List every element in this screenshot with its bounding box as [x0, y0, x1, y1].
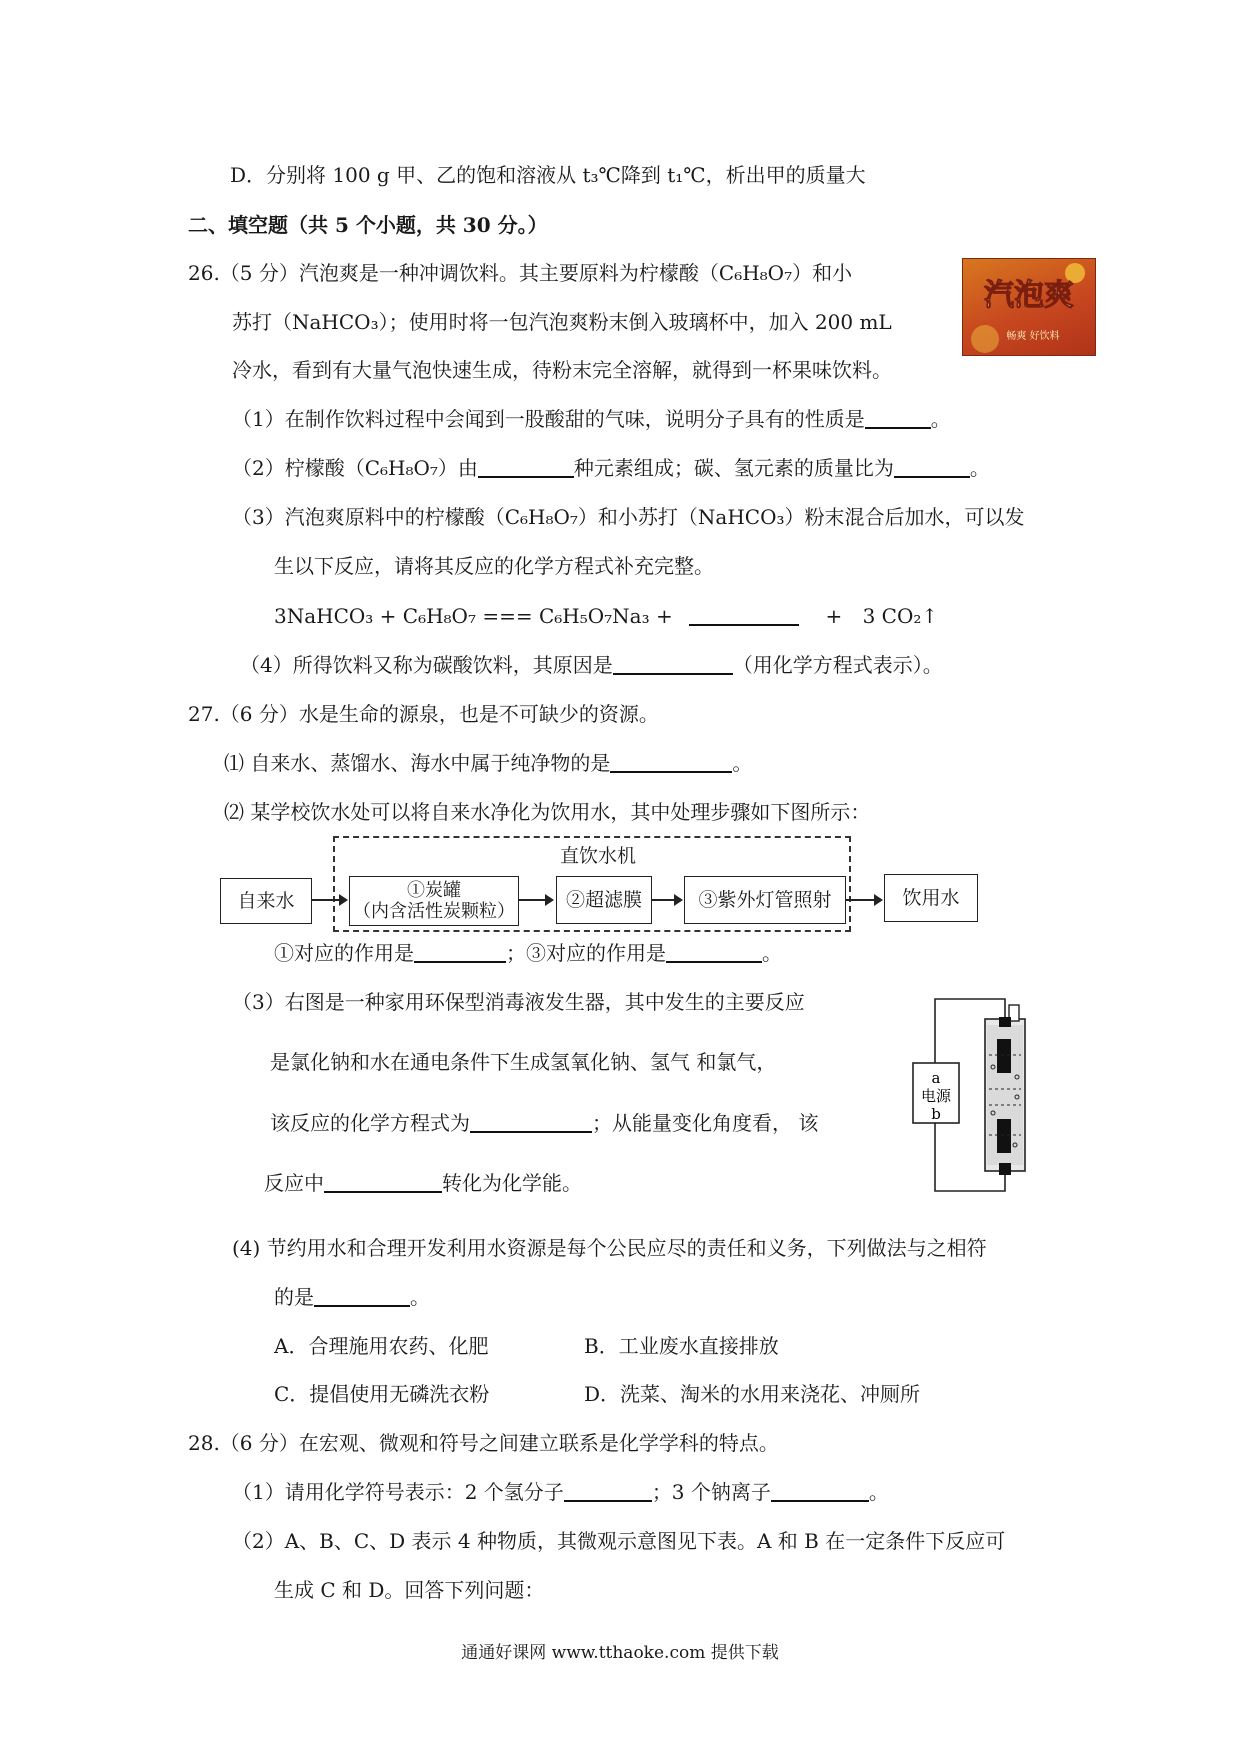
arrow-icon: [518, 899, 552, 901]
q27-part-4-line-2: [274, 1284, 430, 1310]
flow-source-box: 自来水: [220, 878, 312, 924]
q27-part-3-line-2: 是氯化钠和水在通电条件下生成氢氧化钠、氢气 和氯气，: [270, 1050, 777, 1074]
page-footer: 通通好课网 www.tthaoke.com 提供下载: [461, 1643, 779, 1663]
equation-plus: +: [825, 604, 843, 628]
answer-blank[interactable]: [865, 407, 931, 429]
period: 。: [732, 751, 753, 775]
q28-part-2-line-2: 生成 C 和 D。回答下列问题：: [274, 1578, 545, 1602]
step-1-title: ①炭罐: [407, 880, 461, 901]
q28-stem: 28.（6 分）在宏观、微观和符号之间建立联系是化学学科的特点。: [188, 1431, 779, 1455]
water-machine-label: 直饮水机: [560, 845, 637, 867]
q26-stem-1: 26.（5 分）汽泡爽是一种冲调饮料。其主要原料为柠檬酸（C₆H₈O₇）和小: [188, 261, 853, 285]
arrow-icon: [846, 899, 881, 901]
q27-part-3-line-4: [264, 1170, 582, 1196]
terminal-a-label: a: [931, 1069, 941, 1087]
q27-part-1-text: ⑴ 自来水、蒸馏水、海水中属于纯净物的是: [224, 751, 611, 775]
q27-option-d: D．洗菜、淘米的水用来浇花、冲厕所: [584, 1382, 921, 1406]
q26-part-2-text-b: 种元素组成；碳、氢元素的质量比为: [573, 456, 894, 480]
q26-part-4-text-a: （4）所得饮料又称为碳酸饮料，其原因是: [240, 653, 613, 677]
step-1-note: （内含活性炭颗粒）: [353, 901, 515, 922]
answer-blank[interactable]: [894, 456, 970, 478]
answer-blank[interactable]: [771, 1480, 869, 1502]
answer-blank[interactable]: [414, 941, 506, 963]
flow-output-box: 饮用水: [884, 874, 978, 922]
answer-blank[interactable]: [324, 1171, 442, 1193]
q28-part-1-text-a: （1）请用化学符号表示：2 个氢分子: [232, 1480, 564, 1504]
product-logo: [963, 259, 1095, 355]
period: 。: [868, 1480, 889, 1504]
q26-part-2-text-a: （2）柠檬酸（C₆H₈O₇）由: [232, 456, 478, 480]
q27-part-4-line-1: (4) 节约用水和合理开发利用水资源是每个公民应尽的责任和义务，下列做法与之相符: [232, 1236, 987, 1260]
terminal-b-label: b: [931, 1105, 941, 1123]
equation-left: 3NaHCO₃ + C₆H₈O₇ === C₆H₅O₇Na₃ +: [274, 604, 673, 628]
q26-part-2: [232, 455, 990, 481]
period: 。: [930, 407, 951, 431]
product-logo-sub: 畅爽 好饮料: [1006, 331, 1060, 342]
flow-step-3-box: ③紫外灯管照射: [684, 876, 846, 924]
answer-blank[interactable]: [666, 941, 762, 963]
q27-option-c: C．提倡使用无磷洗衣粉: [274, 1382, 490, 1406]
q27-part-4-text: 的是: [274, 1285, 314, 1309]
q27-part-2: ⑵ 某学校饮水处可以将自来水净化为饮用水，其中处理步骤如下图所示：: [224, 800, 871, 824]
q26-part-4-text-b: （用化学方程式表示）。: [732, 653, 943, 677]
electrolysis-diagram: [905, 995, 1033, 1195]
answer-blank[interactable]: [314, 1285, 410, 1307]
q27-part-2-answers: [274, 940, 782, 966]
option-d: D．分别将 100 g 甲、乙的饱和溶液从 t₃℃降到 t₁℃，析出甲的质量大: [230, 163, 866, 187]
q27-part-1: [224, 750, 752, 776]
q27-part-3-line-3: [270, 1110, 818, 1136]
answer-blank[interactable]: [610, 751, 732, 773]
q26-part-4: [240, 652, 943, 678]
q27-part-3-text-d: 转化为化学能。: [442, 1171, 582, 1195]
answer-blank[interactable]: [689, 604, 799, 626]
arrow-icon: [311, 899, 346, 901]
q26-stem-3: 冷水，看到有大量气泡快速生成，待粉末完全溶解，就得到一杯果味饮料。: [232, 358, 892, 382]
arrow-icon: [651, 899, 681, 901]
flow-step-1-box: [349, 876, 519, 926]
electrolysis-figure: [905, 995, 1033, 1195]
q26-stem-2: 苏打（NaHCO₃）；使用时将一包汽泡爽粉末倒入玻璃杯中，加入 200 mL: [232, 310, 892, 334]
q27-option-b: B．工业废水直接排放: [584, 1334, 779, 1358]
q28-part-1-text-b: ；3 个钠离子: [651, 1480, 771, 1504]
product-image: [962, 258, 1096, 356]
section-heading: 二、填空题（共 5 个小题，共 30 分。）: [188, 213, 548, 237]
period: 。: [969, 456, 990, 480]
step-1-function-label: ①对应的作用是: [274, 941, 414, 965]
step-3-function-label: ；③对应的作用是: [506, 941, 666, 965]
q27-option-a: A．合理施用农药、化肥: [274, 1334, 489, 1358]
equation-right: 3 CO₂↑: [862, 604, 939, 628]
q27-part-3-text-c: 反应中: [264, 1171, 324, 1195]
product-logo-text: 汽泡爽: [984, 278, 1074, 313]
q27-stem: 27.（6 分）水是生命的源泉，也是不可缺少的资源。: [188, 702, 659, 726]
power-source-label: 电源: [920, 1087, 952, 1105]
q28-part-2-line-1: （2）A、B、C、D 表示 4 种物质，其微观示意图见下表。A 和 B 在一定条件下反应可: [232, 1529, 1006, 1553]
answer-blank[interactable]: [613, 653, 733, 675]
q26-part-1-text: （1）在制作饮料过程中会闻到一股酸甜的气味，说明分子具有的性质是: [232, 407, 865, 431]
q28-part-1: [232, 1479, 889, 1505]
period: 。: [410, 1285, 430, 1309]
flow-step-2-box: ②超滤膜: [556, 876, 652, 924]
q27-part-3-line-1: （3）右图是一种家用环保型消毒液发生器，其中发生的主要反应: [232, 990, 805, 1014]
q26-part-1: [232, 406, 951, 432]
q26-part-3-line-2: 生以下反应，请将其反应的化学方程式补充完整。: [274, 554, 714, 578]
answer-blank[interactable]: [478, 456, 574, 478]
period: 。: [762, 941, 782, 965]
q26-part-3-line-1: （3）汽泡爽原料中的柠檬酸（C₆H₈O₇）和小苏打（NaHCO₃）粉末混合后加水，可以发: [232, 505, 1025, 529]
answer-blank[interactable]: [470, 1111, 592, 1133]
answer-blank[interactable]: [564, 1480, 652, 1502]
q26-equation: [274, 603, 938, 629]
q27-part-3-text-b: ；从能量变化角度看， 该: [592, 1111, 819, 1135]
q27-part-3-text-a: 该反应的化学方程式为: [270, 1111, 470, 1135]
